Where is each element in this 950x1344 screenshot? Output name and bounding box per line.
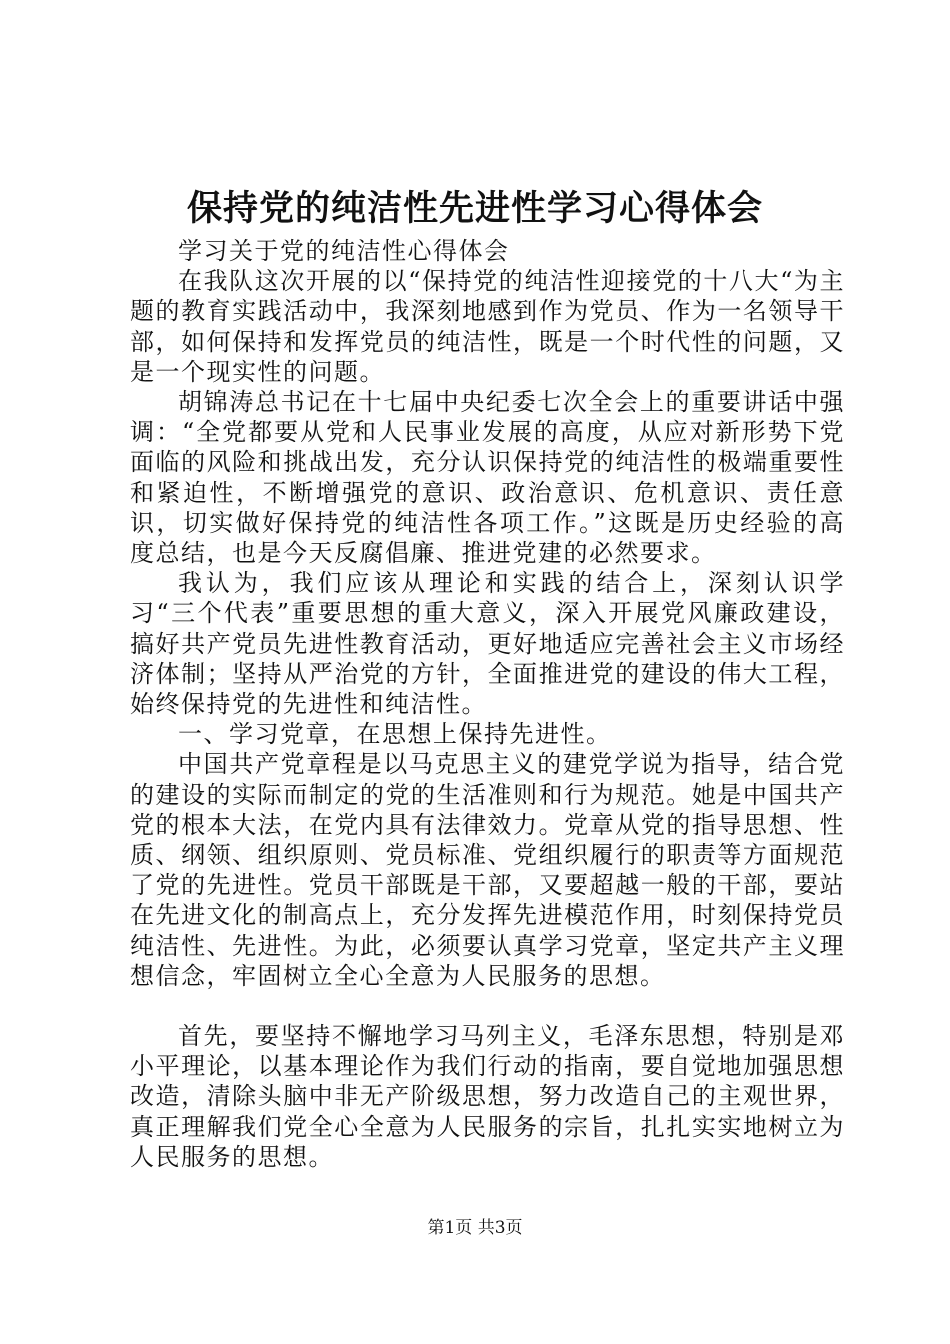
page-number: 第1页 共3页 xyxy=(427,1218,523,1238)
document-title: 保持党的纯洁性先进性学习心得体会 xyxy=(186,188,763,229)
paragraph-opinion: 我认为，我们应该从理论和实践的结合上，深刻认识学习“三个代表”重要思想的重大意义，深入开展党风廉政建设，搞好共产党员先进性教育活动，更好地适应完善社会主义市场经济体制；坚持从严治党的方针，全面推进党的建设的伟大工程，始终保持党的先进性和纯洁性。 xyxy=(130,569,845,719)
document-body xyxy=(130,236,845,1172)
paragraph-first: 首先，要坚持不懈地学习马列主义，毛泽东思想，特别是邓小平理论，以基本理论作为我们行动的指南，要自觉地加强思想改造，清除头脑中非无产阶级思想，努力改造自己的主观世界，真正理解我们党全心全意为人民服务的宗旨，扎扎实实地树立为人民服务的思想。 xyxy=(130,1022,845,1171)
paragraph-subtitle: 学习关于党的纯洁性心得体会 xyxy=(178,237,510,265)
paragraph-intro: 在我队这次开展的以“保持党的纯洁性迎接党的十八大“为主题的教育实践活动中，我深刻地感到作为党员、作为一名领导干部，如何保持和发挥党员的纯洁性，既是一个时代性的问题，又是一个现实性的问题。 xyxy=(130,267,845,386)
section-heading: 一、学习党章，在思想上保持先进性。 xyxy=(178,720,612,749)
paragraph-quote: 胡锦涛总书记在十七届中央纪委七次全会上的重要讲话中强调：“全党都要从党和人民事业发展的高度，从应对新形势下党面临的风险和挑战出发，充分认识保持党的纯洁性的极端重要性和紧迫性，不断增强党的意识、政治意识、危机意识、责任意识，切实做好保持党的纯洁性各项工作。”这既是历史经验的高度总结，也是今天反腐倡廉、推进党建的必然要求。 xyxy=(130,388,845,568)
paragraph-party-constitution: 中国共产党章程是以马克思主义的建党学说为指导，结合党的建设的实际而制定的党的生活准则和行为规范。她是中国共产党的根本大法，在党内具有法律效力。党章从党的指导思想、性质、纲领、组织原则、党员标准、党组织履行的职责等方面规范了党的先进性。党员干部既是干部，又要超越一般的干部，要站在先进文化的制高点上，充分发挥先进模范作用，时刻保持党员纯洁性、先进性。为此，必须要认真学习党章，坚定共产主义理想信念，牢固树立全心全意为人民服务的思想。 xyxy=(130,750,845,990)
